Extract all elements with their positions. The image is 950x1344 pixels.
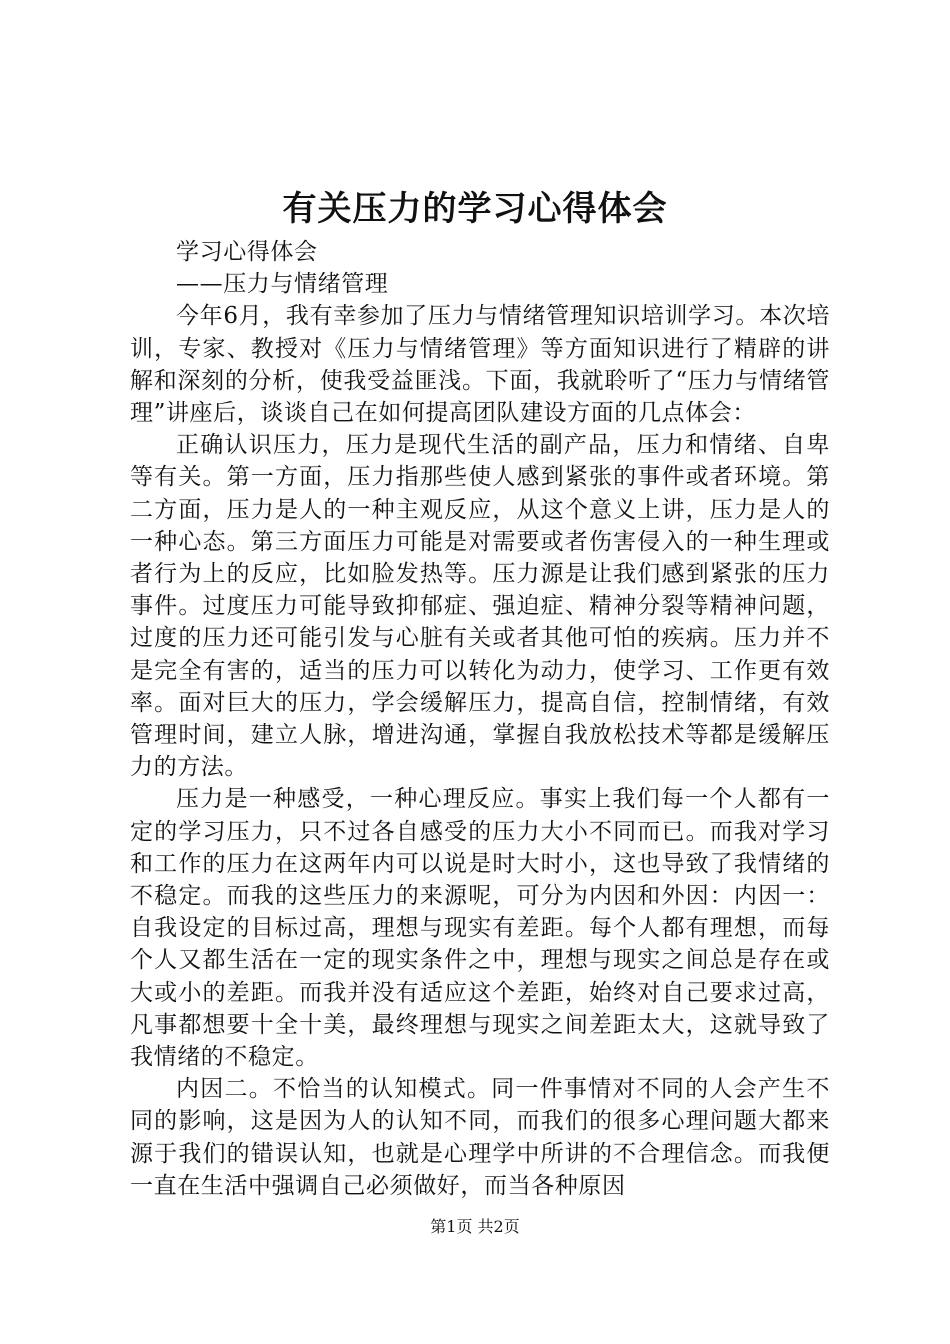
document-title: 有关压力的学习心得体会 bbox=[282, 189, 668, 229]
paragraph-subtitle: 学习心得体会 bbox=[176, 239, 318, 265]
document-body bbox=[130, 236, 830, 1202]
paragraph-subheading: ——压力与情绪管理 bbox=[176, 271, 389, 298]
paragraph-stress-feeling: 压力是一种感受，一种心理反应。事实上我们每一个人都有一定的学习压力，只不过各自感受的压力大小不同而已。而我对学习和工作的压力在这两年内可以说是时大时小，这也导致了我情绪的不稳定。而我的这些压力的来源呢，可分为内因和外因：内因一：自我设定的目标过高，理想与现实有差距。每个人都有理想，而每个人又都生活在一定的现实条件之中，理想与现实之间总是存在或大或小的差距。而我并没有适应这个差距，始终对自己要求过高，凡事都想要十全十美，最终理想与现实之间差距太大，这就导致了我情绪的不稳定。 bbox=[130, 786, 830, 1071]
paragraph-intro: 今年6月，我有幸参加了压力与情绪管理知识培训学习。本次培训，专家、教授对《压力与情绪管理》等方面知识进行了精辟的讲解和深刻的分析，使我受益匪浅。下面，我就聆听了“压力与情绪管理”讲座后，谈谈自己在如何提高团队建设方面的几点体会： bbox=[130, 303, 830, 427]
paragraph-understanding-stress: 正确认识压力，压力是现代生活的副产品，压力和情绪、自卑等有关。第一方面，压力指那些使人感到紧张的事件或者环境。第二方面，压力是人的一种主观反应，从这个意义上讲，压力是人的一种心态。第三方面压力可能是对需要或者伤害侵入的一种生理或者行为上的反应，比如脸发热等。压力源是让我们感到紧张的压力事件。过度压力可能导致抑郁症、强迫症、精神分裂等精神问题，过度的压力还可能引发与心脏有关或者其他可怕的疾病。压力并不是完全有害的，适当的压力可以转化为动力，使学习、工作更有效率。面对巨大的压力，学会缓解压力，提高自信，控制情绪，有效管理时间，建立人脉，增进沟通，掌握自我放松技术等都是缓解压力的方法。 bbox=[130, 432, 830, 781]
paragraph-internal-cause-two: 内因二。不恰当的认知模式。同一件事情对不同的人会产生不同的影响，这是因为人的认知不同，而我们的很多心理问题大都来源于我们的错误认知，也就是心理学中所讲的不合理信念。而我便一直在生活中强调自己必须做好，而当各种原因 bbox=[130, 1076, 830, 1199]
page-number: 第1页 共2页 bbox=[430, 1217, 520, 1236]
